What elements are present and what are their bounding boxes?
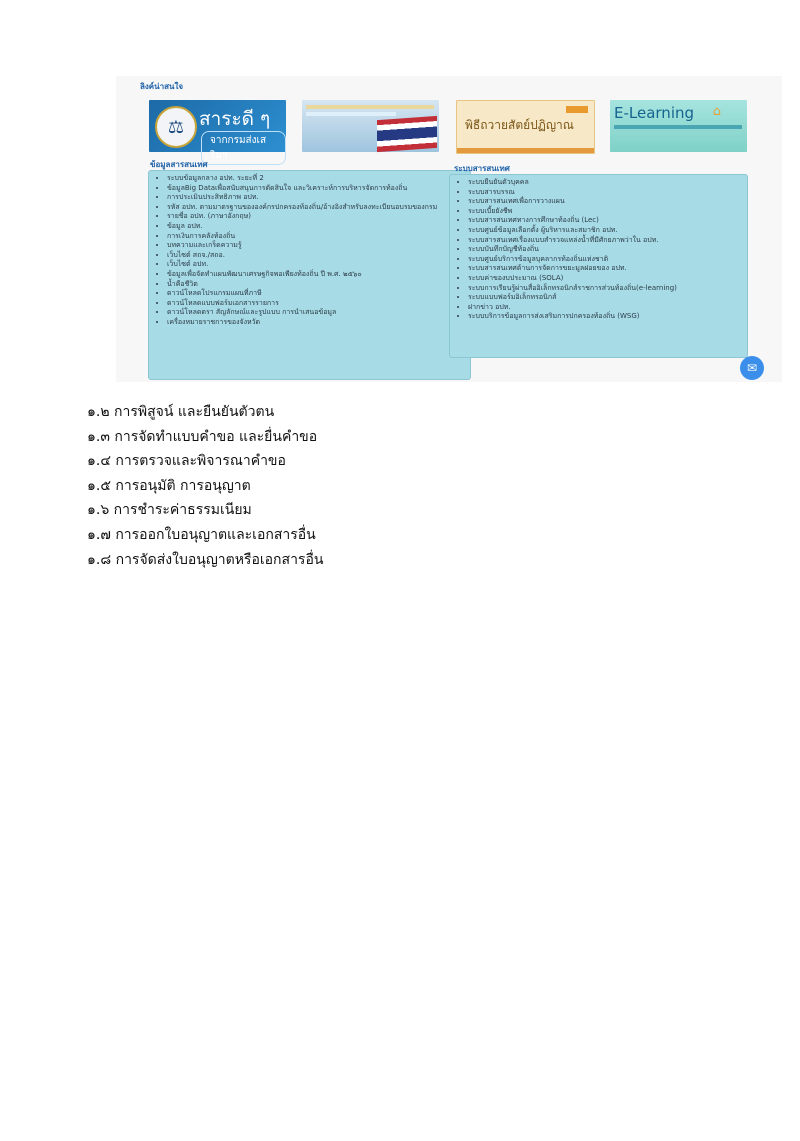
systems-list-panel	[449, 174, 748, 358]
links-section-title: ลิงค์น่าสนใจ	[140, 82, 184, 91]
banner-oath-ceremony[interactable]	[456, 100, 595, 154]
website-screenshot	[116, 76, 782, 382]
information-link-item[interactable]: • น้ำคือชีวิต	[167, 280, 466, 290]
banner-oath-title: พิธีถวายสัตย์ปฏิญาณ	[465, 118, 574, 132]
banner-e-learning[interactable]	[610, 100, 747, 152]
system-link-item[interactable]: • ระบบบันทึกบัญชีท้องถิ่น	[468, 245, 743, 255]
thai-flag-icon	[377, 116, 437, 152]
information-link-item[interactable]: • ข้อมูลBig Dataเพื่อสนับสนุนการตัดสินใจ และวิเคราะห์การบริหารจัดการท้องถิ่น	[167, 184, 466, 194]
system-link-item[interactable]: • ระบบศูนย์ข้อมูลเลือกตั้ง ผู้บริหารและสมาชิก อปท.	[468, 226, 743, 236]
systems-list	[454, 178, 743, 322]
banner-thai-flag[interactable]	[302, 100, 439, 152]
information-link-item[interactable]: • เว็บไซต์ สถจ./สถอ.	[167, 251, 466, 261]
procedure-step: ๑.๘ การจัดส่งใบอนุญาตหรือเอกสารอื่น	[87, 551, 324, 568]
information-list	[153, 174, 466, 328]
right-column-title: ระบบสารสนเทศ	[454, 164, 510, 173]
banner-oath-bar	[457, 148, 594, 153]
house-icon: ⌂	[712, 104, 721, 119]
banner-knowledge-title: สาระดี ๆ	[199, 108, 271, 130]
information-link-item[interactable]: • เครื่องหมายราชการของจังหวัด	[167, 318, 466, 328]
system-link-item[interactable]: • ระบบเบี้ยยังชีพ	[468, 207, 743, 217]
information-link-item[interactable]: • บทความและเกร็ดความรู้	[167, 241, 466, 251]
information-link-item[interactable]: • รายชื่อ อปท. (ภาษาอังกฤษ)	[167, 212, 466, 222]
information-link-item[interactable]: • ระบบข้อมูลกลาง อปท. ระยะที่ 2	[167, 174, 466, 184]
procedure-steps-list	[87, 400, 323, 572]
system-link-item[interactable]: • ระบบสารบรรณ	[468, 188, 743, 198]
information-link-item[interactable]: • การประเมินประสิทธิภาพ อปท.	[167, 193, 466, 203]
system-link-item[interactable]: • ระบบศูนย์บริการข้อมูลบุคลากรท้องถิ่นแห่งชาติ	[468, 255, 743, 265]
procedure-step: ๑.๕ การอนุมัติ การอนุญาต	[87, 477, 251, 494]
information-link-item[interactable]: • ข้อมูล อปท.	[167, 222, 466, 232]
procedure-step: ๑.๓ การจัดทำแบบคำขอ และยื่นคำขอ	[87, 428, 318, 445]
banner-text-strip	[306, 105, 434, 109]
system-link-item[interactable]: • ระบบบริการข้อมูลการส่งเสริมการปกครองท้องถิ่น (WSG)	[468, 312, 743, 322]
system-link-item[interactable]: • ฝากข่าว อปท.	[468, 303, 743, 313]
banner-e-learning-title: E-Learning	[614, 104, 695, 122]
banner-knowledge[interactable]	[149, 100, 286, 161]
information-link-item[interactable]: • รหัส อปท. ตามมาตรฐานขององค์กรปกครองท้องถิ่น/อ้างอิงสำหรับลงทะเบียนอบรมของกรม	[167, 203, 466, 213]
banner-text-strip	[306, 112, 396, 116]
information-link-item[interactable]: • เว็บไซต์ อปท.	[167, 260, 466, 270]
procedure-step: ๑.๒ การพิสูจน์ และยืนยันตัวตน	[87, 404, 275, 420]
messenger-chat-icon[interactable]: ✉	[740, 356, 764, 380]
left-column-title: ข้อมูลสารสนเทศ	[150, 160, 208, 169]
banner-oath-tag	[566, 106, 588, 113]
information-link-item[interactable]: • การเงินการคลังท้องถิ่น	[167, 232, 466, 242]
system-link-item[interactable]: • ระบบสารสนเทศทางการศึกษาท้องถิ่น (Lec)	[468, 216, 743, 226]
department-seal-icon: ⚖	[155, 106, 197, 148]
information-link-item[interactable]: • ดาวน์โหลดตรา สัญลักษณ์และรูปแบบ การนำเสนอข้อมูล	[167, 308, 466, 318]
banner-e-learning-strip	[614, 125, 742, 129]
system-link-item[interactable]: • ระบบสารสนเทศด้านการจัดการขยะมูลฝอยของ อปท.	[468, 264, 743, 274]
information-link-item[interactable]: • ข้อมูลเพื่อจัดทำแผนพัฒนาเศรษฐกิจพอเพียงท้องถิ่น ปี พ.ศ. ๒๕๖๐	[167, 270, 466, 280]
system-link-item[interactable]: • ระบบการเรียนรู้ผ่านสื่ออิเล็กทรอนิกส์ราชการส่วนท้องถิ่น(e-learning)	[468, 284, 743, 294]
banner-knowledge-subtitle: จากกรมส่งเสริมฯ	[201, 131, 286, 165]
procedure-step: ๑.๗ การออกใบอนุญาตและเอกสารอื่น	[87, 526, 316, 543]
information-link-item[interactable]: • ดาวน์โหลดโปรแกรมแผนที่ภาษี	[167, 289, 466, 299]
system-link-item[interactable]: • ระบบยืนยันตัวบุคคล	[468, 178, 743, 188]
information-list-panel	[148, 170, 471, 380]
information-link-item[interactable]: • ดาวน์โหลดแบบฟอร์มเอกสารรายการ	[167, 299, 466, 309]
procedure-step: ๑.๔ การตรวจและพิจารณาคำขอ	[87, 453, 286, 470]
procedure-step: ๑.๖ การชำระค่าธรรมเนียม	[87, 502, 252, 519]
system-link-item[interactable]: • ระบบสารสนเทศเพื่อการวางแผน	[468, 197, 743, 207]
system-link-item[interactable]: • ระบบค่าของบประมาณ (SOLA)	[468, 274, 743, 284]
system-link-item[interactable]: • ระบบแบบฟอร์มอิเล็กทรอนิกส์	[468, 293, 743, 303]
system-link-item[interactable]: • ระบบสารสนเทศเรื่องแบบสำรวจแหล่งน้ำที่มีศักยภาพว่าใน อปท.	[468, 236, 743, 246]
